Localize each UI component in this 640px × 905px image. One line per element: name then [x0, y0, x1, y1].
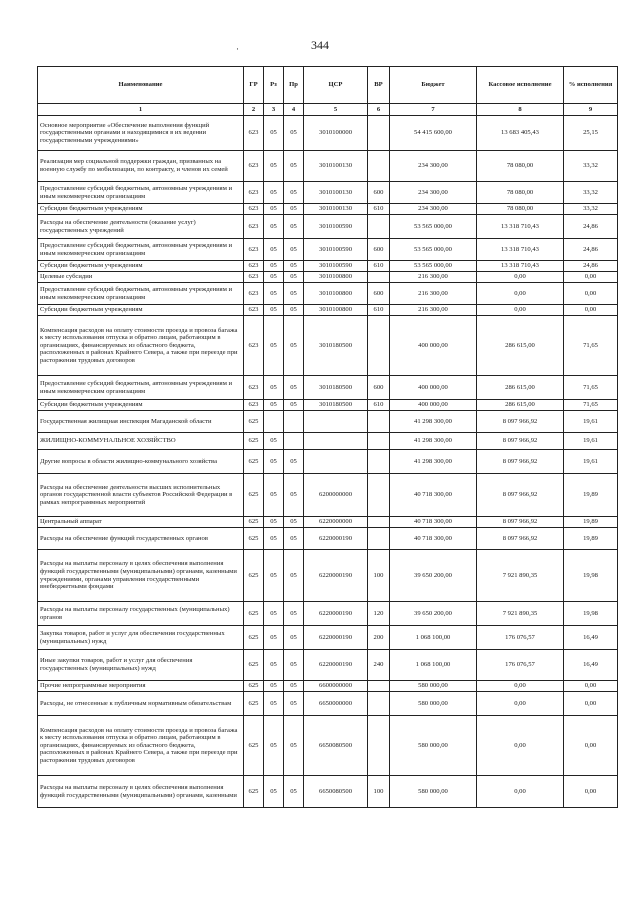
row-rz: 05	[264, 528, 284, 550]
row-kass: 78 080,00	[477, 151, 564, 182]
row-kass: 13 318 710,43	[477, 261, 564, 272]
row-vr	[368, 681, 390, 692]
row-name: Государственная жилищная инспекция Магаданской области	[38, 411, 244, 433]
row-name: Предоставление субсидий бюджетным, автономным учреждениям и иным некоммерческим организациям	[38, 283, 244, 305]
colnum-8: 8	[477, 104, 564, 116]
row-vr: 610	[368, 261, 390, 272]
row-pct: 0,00	[564, 305, 618, 316]
row-csr: 3010100000	[304, 116, 368, 151]
row-csr: 6220000190	[304, 626, 368, 650]
row-pct: 19,61	[564, 411, 618, 433]
row-rz: 05	[264, 283, 284, 305]
row-vr	[368, 116, 390, 151]
row-name: Целевые субсидии	[38, 272, 244, 283]
row-gr: 625	[244, 550, 264, 602]
row-csr: 3010100800	[304, 305, 368, 316]
row-budget: 41 298 300,00	[390, 433, 477, 450]
row-budget: 40 718 300,00	[390, 474, 477, 517]
row-name: Предоставление субсидий бюджетным, автономным учреждениям и иным некоммерческим организациям	[38, 376, 244, 400]
row-kass: 13 318 710,43	[477, 215, 564, 239]
row-pct: 0,00	[564, 776, 618, 808]
colnum-9: 9	[564, 104, 618, 116]
row-budget: 580 000,00	[390, 716, 477, 776]
table-row	[38, 182, 618, 204]
row-pr: 05	[284, 681, 304, 692]
row-budget: 400 000,00	[390, 376, 477, 400]
header-gr: ГР	[244, 67, 264, 104]
row-pct: 0,00	[564, 716, 618, 776]
row-vr: 610	[368, 400, 390, 411]
row-rz: 05	[264, 450, 284, 474]
table-row	[38, 204, 618, 215]
row-gr: 623	[244, 215, 264, 239]
row-name: Предоставление субсидий бюджетным, автономным учреждениям и иным некоммерческим организациям	[38, 239, 244, 261]
row-name: Прочие непрограммные мероприятия	[38, 681, 244, 692]
row-kass: 286 615,00	[477, 376, 564, 400]
table-row	[38, 239, 618, 261]
row-pr: 05	[284, 239, 304, 261]
colnum-7: 7	[390, 104, 477, 116]
row-gr: 625	[244, 681, 264, 692]
table-row	[38, 692, 618, 716]
row-rz: 05	[264, 626, 284, 650]
table-row	[38, 681, 618, 692]
colnum-1: 1	[38, 104, 244, 116]
page-mark: ·	[236, 44, 239, 54]
column-number-row	[38, 104, 618, 116]
row-budget: 216 300,00	[390, 283, 477, 305]
table-row	[38, 316, 618, 376]
row-gr: 623	[244, 116, 264, 151]
row-csr: 6650080500	[304, 716, 368, 776]
budget-table	[37, 66, 618, 808]
row-csr	[304, 411, 368, 433]
row-budget: 53 565 000,00	[390, 215, 477, 239]
row-pr: 05	[284, 776, 304, 808]
row-pr: 05	[284, 283, 304, 305]
row-gr: 625	[244, 602, 264, 626]
row-pct: 0,00	[564, 272, 618, 283]
table-row	[38, 626, 618, 650]
row-pr: 05	[284, 215, 304, 239]
row-csr: 3010100590	[304, 261, 368, 272]
row-pct: 19,61	[564, 450, 618, 474]
row-budget: 53 565 000,00	[390, 239, 477, 261]
header-pct: % исполнения	[564, 67, 618, 104]
row-budget: 580 000,00	[390, 692, 477, 716]
row-budget: 234 300,00	[390, 204, 477, 215]
colnum-6: 6	[368, 104, 390, 116]
row-budget: 40 718 300,00	[390, 528, 477, 550]
row-kass: 0,00	[477, 776, 564, 808]
table-row	[38, 400, 618, 411]
row-rz: 05	[264, 215, 284, 239]
row-csr	[304, 433, 368, 450]
row-pr	[284, 433, 304, 450]
row-csr: 3010100590	[304, 239, 368, 261]
header-name: Наименование	[38, 67, 244, 104]
row-kass: 8 097 966,92	[477, 528, 564, 550]
row-pr: 05	[284, 550, 304, 602]
row-gr: 623	[244, 272, 264, 283]
colnum-5: 5	[304, 104, 368, 116]
row-kass: 8 097 966,92	[477, 517, 564, 528]
row-csr: 6650080500	[304, 776, 368, 808]
row-rz: 05	[264, 650, 284, 681]
row-vr	[368, 411, 390, 433]
row-kass: 0,00	[477, 272, 564, 283]
row-gr: 623	[244, 182, 264, 204]
row-csr: 3010100800	[304, 283, 368, 305]
row-rz: 05	[264, 182, 284, 204]
row-rz: 05	[264, 204, 284, 215]
row-pr: 05	[284, 650, 304, 681]
row-vr: 600	[368, 182, 390, 204]
header-pr: Пр	[284, 67, 304, 104]
row-name: Субсидии бюджетным учреждениям	[38, 261, 244, 272]
row-budget: 216 300,00	[390, 305, 477, 316]
row-gr: 625	[244, 433, 264, 450]
row-pct: 0,00	[564, 681, 618, 692]
table-row	[38, 261, 618, 272]
row-vr	[368, 692, 390, 716]
row-kass: 0,00	[477, 692, 564, 716]
table-row	[38, 215, 618, 239]
row-rz: 05	[264, 272, 284, 283]
table-row	[38, 650, 618, 681]
header-budget: Бюджет	[390, 67, 477, 104]
row-pct: 0,00	[564, 283, 618, 305]
row-rz: 05	[264, 400, 284, 411]
row-pr: 05	[284, 204, 304, 215]
row-pr: 05	[284, 316, 304, 376]
row-name: Субсидии бюджетным учреждениям	[38, 305, 244, 316]
row-kass: 0,00	[477, 305, 564, 316]
row-rz: 05	[264, 151, 284, 182]
row-budget: 400 000,00	[390, 316, 477, 376]
row-rz: 05	[264, 316, 284, 376]
row-name: Расходы, не отнесенные к публичным нормативным обязательствам	[38, 692, 244, 716]
table-row	[38, 116, 618, 151]
row-name: Субсидии бюджетным учреждениям	[38, 204, 244, 215]
row-vr	[368, 474, 390, 517]
row-pct: 24,86	[564, 239, 618, 261]
row-rz: 05	[264, 681, 284, 692]
row-vr: 100	[368, 776, 390, 808]
row-kass: 0,00	[477, 681, 564, 692]
table-row	[38, 272, 618, 283]
row-name: Реализация мер социальной поддержки граждан, призванных на военную службу по мобилизации, по контракту, и членов их семей	[38, 151, 244, 182]
row-name: Иные закупки товаров, работ и услуг для обеспечения государственных (муниципальных) нужд	[38, 650, 244, 681]
row-csr	[304, 450, 368, 474]
row-rz: 05	[264, 716, 284, 776]
row-pct: 33,32	[564, 182, 618, 204]
row-csr: 6600000000	[304, 681, 368, 692]
row-pct: 16,49	[564, 626, 618, 650]
row-budget: 41 298 300,00	[390, 450, 477, 474]
table-row	[38, 528, 618, 550]
row-pr: 05	[284, 517, 304, 528]
row-csr: 3010180500	[304, 316, 368, 376]
header-row	[38, 67, 618, 104]
row-pr: 05	[284, 528, 304, 550]
row-csr: 3010100800	[304, 272, 368, 283]
row-vr: 600	[368, 239, 390, 261]
row-budget: 216 300,00	[390, 272, 477, 283]
row-budget: 40 718 300,00	[390, 517, 477, 528]
table-row	[38, 411, 618, 433]
row-name: ЖИЛИЩНО-КОММУНАЛЬНОЕ ХОЗЯЙСТВО	[38, 433, 244, 450]
row-budget: 234 300,00	[390, 151, 477, 182]
row-pr: 05	[284, 376, 304, 400]
row-vr	[368, 272, 390, 283]
row-budget: 1 068 100,00	[390, 650, 477, 681]
row-rz: 05	[264, 474, 284, 517]
row-budget: 400 000,00	[390, 400, 477, 411]
row-csr: 3010100130	[304, 182, 368, 204]
row-gr: 623	[244, 283, 264, 305]
row-pr: 05	[284, 474, 304, 517]
row-vr: 120	[368, 602, 390, 626]
row-gr: 623	[244, 400, 264, 411]
row-gr: 623	[244, 316, 264, 376]
row-pct: 0,00	[564, 692, 618, 716]
row-kass: 8 097 966,92	[477, 411, 564, 433]
row-csr: 6200000000	[304, 474, 368, 517]
row-csr: 3010180500	[304, 400, 368, 411]
row-vr	[368, 517, 390, 528]
row-kass: 78 080,00	[477, 204, 564, 215]
row-pr: 05	[284, 602, 304, 626]
row-pct: 19,89	[564, 528, 618, 550]
row-vr: 610	[368, 305, 390, 316]
row-pct: 33,32	[564, 204, 618, 215]
table-row	[38, 433, 618, 450]
row-pct: 71,65	[564, 376, 618, 400]
row-pct: 71,65	[564, 400, 618, 411]
table-row	[38, 450, 618, 474]
row-pct: 71,65	[564, 316, 618, 376]
row-vr	[368, 433, 390, 450]
table-row	[38, 602, 618, 626]
row-budget: 1 068 100,00	[390, 626, 477, 650]
row-vr	[368, 716, 390, 776]
row-rz: 05	[264, 433, 284, 450]
row-pct: 19,98	[564, 550, 618, 602]
row-pr: 05	[284, 400, 304, 411]
row-vr	[368, 450, 390, 474]
row-gr: 625	[244, 411, 264, 433]
row-kass: 176 076,57	[477, 650, 564, 681]
header-csr: ЦСР	[304, 67, 368, 104]
row-kass: 8 097 966,92	[477, 450, 564, 474]
table-row	[38, 776, 618, 808]
table-body	[38, 116, 618, 808]
row-gr: 623	[244, 239, 264, 261]
row-name: Другие вопросы в области жилищно-коммунального хозяйства	[38, 450, 244, 474]
row-gr: 623	[244, 376, 264, 400]
row-name: Расходы на выплаты персоналу в целях обеспечения выполнения функций государственными (муниципальными) органами, казенными	[38, 776, 244, 808]
row-budget: 39 650 200,00	[390, 550, 477, 602]
row-csr: 6220000000	[304, 517, 368, 528]
row-vr: 100	[368, 550, 390, 602]
header-kass: Кассовое исполнение	[477, 67, 564, 104]
header-rz: Рз	[264, 67, 284, 104]
row-kass: 286 615,00	[477, 316, 564, 376]
row-pr: 05	[284, 450, 304, 474]
row-rz: 05	[264, 602, 284, 626]
row-name: Предоставление субсидий бюджетным, автономным учреждениям и иным некоммерческим организациям	[38, 182, 244, 204]
row-name: Расходы на выплаты персоналу государственных (муниципальных) органов	[38, 602, 244, 626]
row-vr: 240	[368, 650, 390, 681]
colnum-2: 2	[244, 104, 264, 116]
row-pr: 05	[284, 305, 304, 316]
row-pr: 05	[284, 272, 304, 283]
row-csr: 6220000190	[304, 602, 368, 626]
row-kass: 0,00	[477, 716, 564, 776]
row-gr: 625	[244, 776, 264, 808]
row-vr: 600	[368, 376, 390, 400]
table-row	[38, 517, 618, 528]
row-name: Расходы на обеспечение функций государственных органов	[38, 528, 244, 550]
row-vr: 600	[368, 283, 390, 305]
row-pct: 19,61	[564, 433, 618, 450]
row-pr: 05	[284, 692, 304, 716]
page-number: 344	[311, 38, 329, 52]
row-pct: 33,32	[564, 151, 618, 182]
row-pct: 16,49	[564, 650, 618, 681]
row-gr: 625	[244, 450, 264, 474]
row-budget: 580 000,00	[390, 776, 477, 808]
row-csr: 6220000190	[304, 528, 368, 550]
table-row	[38, 550, 618, 602]
row-rz: 05	[264, 261, 284, 272]
row-rz	[264, 411, 284, 433]
row-csr: 3010100590	[304, 215, 368, 239]
row-gr: 623	[244, 204, 264, 215]
row-name: Компенсация расходов на оплату стоимости проезда и провоза багажа к месту использования отпуска и обратно лицам, работающим в организациях, финансируемых из областного бюджета, расположенных в районах Крайнего Севера, а также при переезде при расторжении трудовых договоров	[38, 716, 244, 776]
row-kass: 176 076,57	[477, 626, 564, 650]
row-gr: 625	[244, 474, 264, 517]
row-gr: 625	[244, 528, 264, 550]
row-csr: 3010100130	[304, 204, 368, 215]
row-name: Расходы на выплаты персоналу в целях обеспечения выполнения функций государственными (муниципальными) органами, казенными учреждениями, органами управления государственными внебюджетными фондами	[38, 550, 244, 602]
row-vr: 200	[368, 626, 390, 650]
row-pct: 24,86	[564, 215, 618, 239]
row-vr	[368, 528, 390, 550]
row-budget: 580 000,00	[390, 681, 477, 692]
table-row	[38, 474, 618, 517]
row-gr: 623	[244, 261, 264, 272]
row-kass: 0,00	[477, 283, 564, 305]
row-rz: 05	[264, 305, 284, 316]
row-rz: 05	[264, 550, 284, 602]
row-pr: 05	[284, 182, 304, 204]
row-budget: 39 650 200,00	[390, 602, 477, 626]
row-rz: 05	[264, 776, 284, 808]
row-pr	[284, 411, 304, 433]
row-rz: 05	[264, 116, 284, 151]
row-kass: 8 097 966,92	[477, 433, 564, 450]
header-vr: ВР	[368, 67, 390, 104]
row-rz: 05	[264, 692, 284, 716]
row-pr: 05	[284, 116, 304, 151]
row-gr: 625	[244, 650, 264, 681]
table-row	[38, 283, 618, 305]
row-gr: 625	[244, 716, 264, 776]
row-rz: 05	[264, 239, 284, 261]
row-pct: 19,98	[564, 602, 618, 626]
row-name: Центральный аппарат	[38, 517, 244, 528]
row-pr: 05	[284, 151, 304, 182]
row-csr: 3010180500	[304, 376, 368, 400]
table-row	[38, 716, 618, 776]
row-name: Основное мероприятие «Обеспечение выполнения функций государственными органами и находящимися в их ведении государственными учреждениями»	[38, 116, 244, 151]
row-name: Субсидии бюджетным учреждениям	[38, 400, 244, 411]
row-vr	[368, 151, 390, 182]
row-csr: 6220000190	[304, 650, 368, 681]
row-csr: 6650000000	[304, 692, 368, 716]
row-name: Закупка товаров, работ и услуг для обеспечения государственных (муниципальных) нужд	[38, 626, 244, 650]
row-rz: 05	[264, 376, 284, 400]
row-kass: 7 921 890,35	[477, 602, 564, 626]
row-name: Компенсация расходов на оплату стоимости проезда и провоза багажа к месту использования отпуска и обратно лицам, работающим в организациях, финансируемых из областного бюджета, расположенных в районах Крайнего Севера, а также при переезде при расторжении трудовых договоров	[38, 316, 244, 376]
row-budget: 53 565 000,00	[390, 261, 477, 272]
row-pct: 24,86	[564, 261, 618, 272]
row-rz: 05	[264, 517, 284, 528]
row-vr: 610	[368, 204, 390, 215]
row-name: Расходы на обеспечение деятельности высших исполнительных органов государственной власти субъектов Российской Федерации в рамках непрограммных мероприятий	[38, 474, 244, 517]
row-name: Расходы на обеспечение деятельности (оказание услуг) государственных учреждений	[38, 215, 244, 239]
row-pct: 19,89	[564, 517, 618, 528]
table-row	[38, 305, 618, 316]
row-gr: 623	[244, 151, 264, 182]
row-kass: 13 683 405,43	[477, 116, 564, 151]
row-csr: 6220000190	[304, 550, 368, 602]
row-kass: 286 615,00	[477, 400, 564, 411]
row-kass: 78 080,00	[477, 182, 564, 204]
row-gr: 625	[244, 517, 264, 528]
row-pr: 05	[284, 716, 304, 776]
row-budget: 41 298 300,00	[390, 411, 477, 433]
row-gr: 623	[244, 305, 264, 316]
colnum-4: 4	[284, 104, 304, 116]
row-pr: 05	[284, 261, 304, 272]
row-pct: 19,89	[564, 474, 618, 517]
row-csr: 3010100130	[304, 151, 368, 182]
row-vr	[368, 316, 390, 376]
row-kass: 7 921 890,35	[477, 550, 564, 602]
row-gr: 625	[244, 692, 264, 716]
row-pct: 25,15	[564, 116, 618, 151]
row-pr: 05	[284, 626, 304, 650]
row-kass: 8 097 966,92	[477, 474, 564, 517]
table-row	[38, 376, 618, 400]
table-row	[38, 151, 618, 182]
row-budget: 234 300,00	[390, 182, 477, 204]
row-budget: 54 415 600,00	[390, 116, 477, 151]
row-gr: 625	[244, 626, 264, 650]
row-vr	[368, 215, 390, 239]
row-kass: 13 318 710,43	[477, 239, 564, 261]
colnum-3: 3	[264, 104, 284, 116]
